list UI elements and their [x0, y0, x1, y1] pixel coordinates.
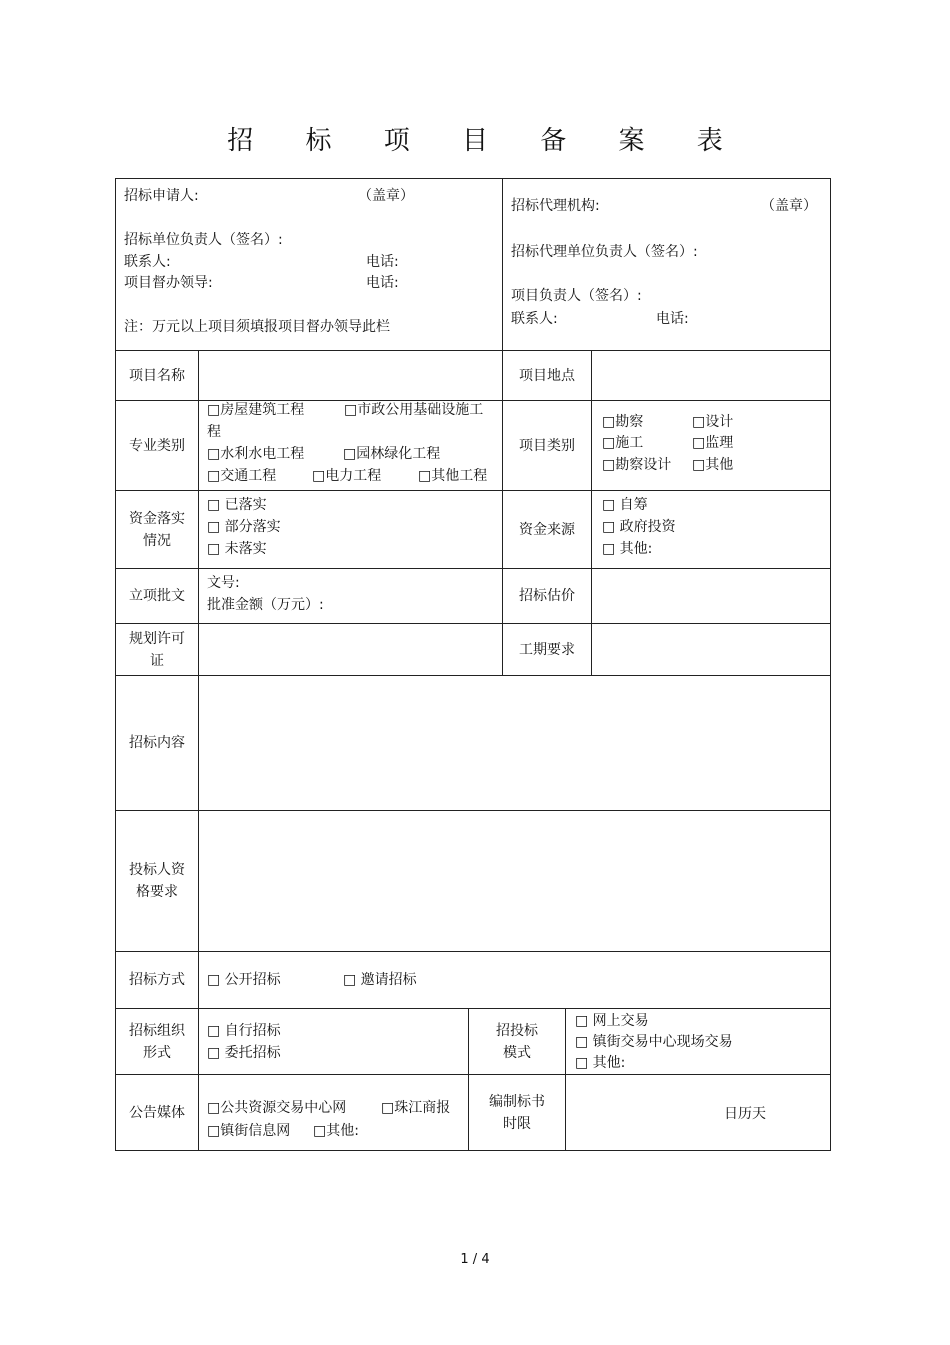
- project-name-label: 项目名称: [115, 350, 199, 401]
- option-town-info-site[interactable]: □镇街信息网: [207, 1123, 291, 1139]
- option-self-funded[interactable]: □ 自筹: [602, 497, 648, 513]
- applicant-label: 招标申请人:: [124, 188, 199, 204]
- agency-label: 招标代理机构:: [511, 198, 600, 214]
- applicant-seal: （盖章）: [358, 188, 414, 204]
- option-survey-design[interactable]: □勘察设计: [602, 457, 672, 473]
- qualification-field[interactable]: [198, 810, 831, 952]
- deadline-unit: 日历天: [724, 1106, 766, 1122]
- agency-seal: （盖章）: [761, 198, 817, 214]
- estimate-label: 招标估价: [502, 568, 592, 624]
- project-name-field[interactable]: [198, 350, 503, 401]
- option-municipal-wrap: 程: [207, 424, 221, 440]
- option-funded[interactable]: □ 已落实: [207, 497, 267, 513]
- option-traffic[interactable]: □交通工程: [207, 468, 277, 484]
- option-not-funded[interactable]: □ 未落实: [207, 541, 267, 557]
- approval-label: 立项批文: [115, 568, 199, 624]
- option-self-organized[interactable]: □ 自行招标: [207, 1023, 281, 1039]
- approval-doc-no: 文号:: [207, 575, 240, 591]
- option-other-source[interactable]: □ 其他:: [602, 541, 653, 557]
- organization-label: [115, 1008, 199, 1075]
- approval-amount: 批准金额（万元）:: [207, 597, 324, 613]
- project-location-field[interactable]: [591, 350, 831, 401]
- option-supervision[interactable]: □监理: [692, 435, 734, 451]
- professional-category-label: 专业类别: [115, 400, 199, 491]
- agency-contact-phone-label: 电话:: [656, 311, 689, 327]
- media-label: 公告媒体: [115, 1074, 199, 1151]
- option-other-media[interactable]: □其他:: [313, 1123, 359, 1139]
- mode-label: [468, 1008, 566, 1075]
- funding-source-label: 资金来源: [502, 490, 592, 569]
- permit-label-line2: 证: [150, 652, 164, 669]
- deadline-label-line1: 编制标书: [489, 1093, 545, 1110]
- form-title: 招 标 项 目 备 案 表: [227, 126, 745, 156]
- project-category-label: 项目类别: [502, 400, 592, 491]
- option-construction[interactable]: □施工: [602, 435, 644, 451]
- option-other-category[interactable]: □其他: [692, 457, 734, 473]
- option-design[interactable]: □设计: [692, 414, 734, 430]
- organization-label-line1: 招标组织: [129, 1022, 185, 1039]
- option-invited-tender[interactable]: □ 邀请招标: [343, 972, 417, 988]
- contact-label: 联系人:: [124, 254, 171, 270]
- qualification-label-line1: 投标人资: [129, 862, 185, 878]
- option-other-engineering[interactable]: □其他工程: [418, 468, 488, 484]
- duration-field[interactable]: [591, 623, 831, 676]
- method-label: 招标方式: [115, 951, 199, 1009]
- deadline-label: [468, 1074, 566, 1151]
- supervisor-phone-label: 电话:: [366, 275, 399, 291]
- project-leader-label: 项目负责人（签名）:: [511, 288, 642, 304]
- unit-leader-label: 招标单位负责人（签名）:: [124, 232, 283, 248]
- option-government[interactable]: □ 政府投资: [602, 519, 676, 535]
- organization-label-line2: 形式: [143, 1044, 171, 1061]
- option-other-mode[interactable]: □ 其他:: [575, 1055, 626, 1071]
- option-zhujiang-news[interactable]: □珠江商报: [381, 1100, 451, 1116]
- header-note: 注：万元以上项目须填报项目督办领导此栏: [124, 319, 390, 335]
- mode-label-line2: 模式: [503, 1044, 531, 1061]
- option-public-resource-site[interactable]: □公共资源交易中心网: [207, 1100, 347, 1116]
- qualification-label: [115, 810, 199, 952]
- option-power[interactable]: □电力工程: [312, 468, 382, 484]
- duration-label: 工期要求: [502, 623, 592, 676]
- option-building[interactable]: □房屋建筑工程: [207, 402, 305, 418]
- permit-field[interactable]: [198, 623, 503, 676]
- option-landscape[interactable]: □园林绿化工程: [343, 446, 441, 462]
- funding-status-label-line1: 资金落实: [129, 510, 185, 527]
- content-field[interactable]: [198, 675, 831, 811]
- qualification-label-line2: 格要求: [136, 884, 178, 900]
- funding-status-label: [115, 490, 199, 569]
- permit-label: [115, 623, 199, 676]
- option-survey[interactable]: □勘察: [602, 414, 644, 430]
- option-partially-funded[interactable]: □ 部分落实: [207, 519, 281, 535]
- mode-label-line1: 招投标: [496, 1022, 538, 1039]
- contact-phone-label: 电话:: [366, 254, 399, 270]
- content-label: 招标内容: [115, 675, 199, 811]
- option-onsite[interactable]: □ 镇街交易中心现场交易: [575, 1034, 733, 1050]
- deadline-field[interactable]: [565, 1074, 831, 1151]
- estimate-field[interactable]: [591, 568, 831, 624]
- supervisor-label: 项目督办领导:: [124, 275, 213, 291]
- option-municipal[interactable]: □市政公用基础设施工: [344, 402, 484, 418]
- option-online[interactable]: □ 网上交易: [575, 1013, 649, 1029]
- deadline-label-line2: 时限: [503, 1115, 531, 1132]
- funding-status-label-line2: 情况: [143, 532, 171, 549]
- agency-leader-label: 招标代理单位负责人（签名）:: [511, 244, 698, 260]
- agency-contact-label: 联系人:: [511, 311, 558, 327]
- method-cell: [198, 951, 831, 1009]
- project-location-label: 项目地点: [502, 350, 592, 401]
- option-open-tender[interactable]: □ 公开招标: [207, 972, 281, 988]
- page-number: 1 / 4: [460, 1252, 490, 1267]
- permit-label-line1: 规划许可: [129, 630, 185, 647]
- option-water[interactable]: □水利水电工程: [207, 446, 305, 462]
- option-entrusted[interactable]: □ 委托招标: [207, 1045, 281, 1061]
